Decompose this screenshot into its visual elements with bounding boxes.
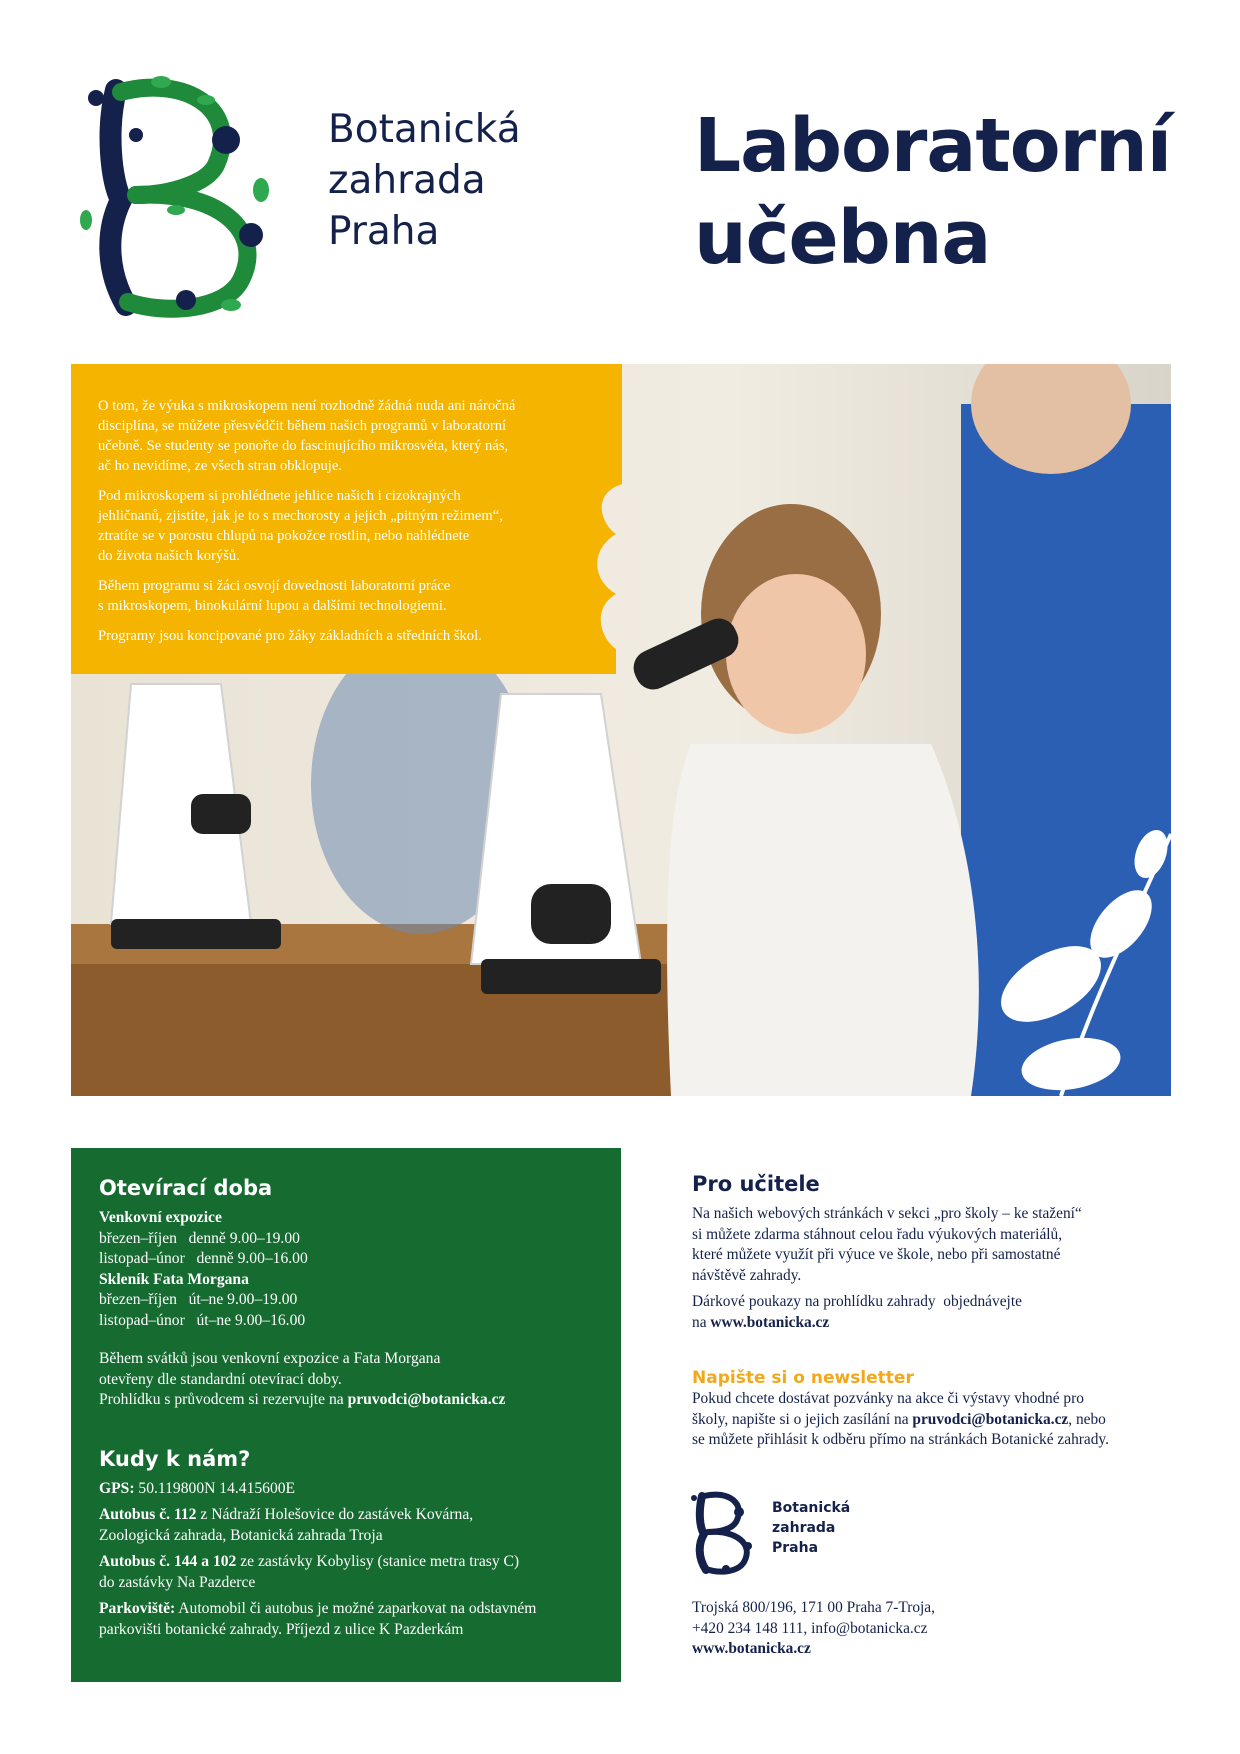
holiday-note: Během svátků jsou venkovní expozice a Fata Morgana: [99, 1350, 441, 1367]
hours-row: listopad–únor út–ne 9.00–16.00: [99, 1311, 306, 1329]
small-brand-line: Praha: [772, 1540, 819, 1556]
parking-text: parkovišti botanické zahrady. Příjezd z ulice K Pazderkám: [99, 1620, 464, 1638]
voucher-web-link[interactable]: www.botanicka.cz: [710, 1313, 830, 1331]
directions-heading: Kudy k nám?: [99, 1446, 251, 1471]
voucher-text: Dárkové poukazy na prohlídku zahrady objednávejte: [692, 1293, 1022, 1310]
intro-line: ač ho nevidíme, ze všech stran obklopuje.: [98, 458, 342, 474]
website-link[interactable]: www.botanicka.cz: [692, 1640, 811, 1657]
intro-line: Pod mikroskopem si prohlédnete jehlice našich i cizokrajných: [98, 488, 461, 504]
intro-text: [98, 396, 568, 656]
intro-paragraph: [98, 626, 568, 646]
bus-line: [99, 1505, 593, 1526]
hours-row: březen–říjen denně 9.00–19.00: [99, 1229, 300, 1247]
intro-line: Programy jsou koncipované pro žáky základních a středních škol.: [98, 628, 482, 644]
brand-name-line: Botanická: [328, 107, 521, 152]
intro-paragraph: [98, 576, 568, 616]
intro-line: učebně. Se studenty se ponořte do fascinujícího mikrosvěta, který nás,: [98, 438, 509, 454]
gps-label: GPS:: [99, 1479, 135, 1497]
gps-line: [99, 1479, 593, 1500]
intro-line: disciplína, se můžete přesvědčit během našich programů v laboratorní: [98, 418, 507, 434]
intro-box: [71, 364, 622, 674]
teachers-text: které můžete využít při výuce ve škole, nebo při samostatné: [692, 1246, 1061, 1263]
newsletter-line: [692, 1410, 1152, 1431]
intro-paragraph: [98, 486, 568, 566]
right-column: [692, 1170, 1152, 1451]
address-line: Trojská 800/196, 171 00 Praha 7-Troja,: [692, 1599, 935, 1616]
parking-line: [99, 1599, 593, 1620]
botanical-garden-small-logo-icon: [684, 1488, 760, 1576]
opening-hours-heading: Otevírací doba: [99, 1176, 273, 1200]
greenhouse-label: Skleník Fata Morgana: [99, 1270, 249, 1288]
reservation-text: Prohlídku s průvodcem si rezervujte na: [99, 1391, 348, 1408]
hours-row: listopad–únor denně 9.00–16.00: [99, 1250, 308, 1267]
intro-line: Během programu si žáci osvojí dovednosti laboratorní práce: [98, 578, 451, 594]
intro-paragraph: [98, 396, 568, 476]
reservation-email-link[interactable]: pruvodci@botanicka.cz: [347, 1391, 506, 1408]
intro-line: do života našich korýšů.: [98, 548, 240, 564]
bus-text: do zastávky Na Pazderce: [99, 1573, 256, 1591]
bus-label: Autobus č. 112: [99, 1506, 197, 1523]
bus-text: ze zastávky Kobylisy (stanice metra trasy C): [236, 1553, 520, 1570]
voucher-prefix: na: [692, 1313, 711, 1331]
bus-text: z Nádraží Holešovice do zastávek Kovárna,: [196, 1506, 474, 1523]
newsletter-heading: Napište si o newsletter: [692, 1368, 914, 1388]
botanical-garden-logo-icon: [66, 70, 286, 320]
phone-email-line: +420 234 148 111, info@botanicka.cz: [692, 1619, 928, 1637]
page-title-line: Laboratorní: [694, 103, 1172, 189]
small-brand-line: Botanická: [772, 1500, 851, 1516]
brand-name-line: Praha: [328, 209, 440, 254]
contact-address: [692, 1598, 935, 1660]
teachers-text: Na našich webových stránkách v sekci „pro školy – ke stažení“: [692, 1205, 1082, 1222]
outdoor-exhibit-label: Venkovní expozice: [99, 1209, 222, 1226]
bus-label: Autobus č. 144 a 102: [99, 1553, 237, 1570]
newsletter-text: školy, napište si o jejich zasílání na: [692, 1410, 913, 1428]
reservation-note: [99, 1390, 593, 1411]
teachers-text: návštěvě zahrady.: [692, 1266, 802, 1284]
newsletter-email-link[interactable]: pruvodci@botanicka.cz: [912, 1410, 1069, 1428]
holiday-note: otevřeny dle standardní otevírací doby.: [99, 1370, 342, 1388]
brand-name-line: zahrada: [328, 158, 486, 203]
gps-value: 50.119800N 14.415600E: [134, 1479, 296, 1497]
intro-line: s mikroskopem, binokulární lupou a dalšími technologiemi.: [98, 598, 447, 614]
newsletter-text: se můžete přihlásit k odběru přímo na stránkách Botanické zahrady.: [692, 1431, 1109, 1448]
page-title-line: učebna: [694, 195, 991, 281]
small-brand-name: [772, 1498, 850, 1558]
bus-text: Zoologická zahrada, Botanická zahrada Troja: [99, 1526, 383, 1544]
small-brand-line: zahrada: [772, 1520, 836, 1536]
newsletter-text: , nebo: [1068, 1410, 1106, 1428]
intro-line: jehličnanů, zjistíte, jak je to s mechorosty a jejich „pitným režimem“,: [98, 508, 503, 524]
newsletter-text: Pokud chcete dostávat pozvánky na akce či výstavy vhodné pro: [692, 1390, 1084, 1407]
brand-name: [328, 104, 521, 257]
voucher-web-line: [692, 1313, 1152, 1334]
hours-row: březen–říjen út–ne 9.00–19.00: [99, 1291, 298, 1308]
parking-text: Automobil či autobus je možné zaparkovat na odstavném: [175, 1600, 537, 1617]
info-box: [71, 1148, 621, 1682]
bus-line: [99, 1552, 593, 1573]
page-title: [694, 100, 1171, 284]
teachers-heading: Pro učitele: [692, 1172, 820, 1196]
intro-line: ztratíte se v porostu chlupů na pokožce rostlin, nebo nahlédnete: [98, 528, 470, 544]
teachers-text: si můžete zdarma stáhnout celou řadu výukových materiálů,: [692, 1225, 1063, 1243]
parking-label: Parkoviště:: [99, 1600, 176, 1617]
intro-line: O tom, že výuka s mikroskopem není rozhodně žádná nuda ani náročná: [98, 398, 516, 414]
